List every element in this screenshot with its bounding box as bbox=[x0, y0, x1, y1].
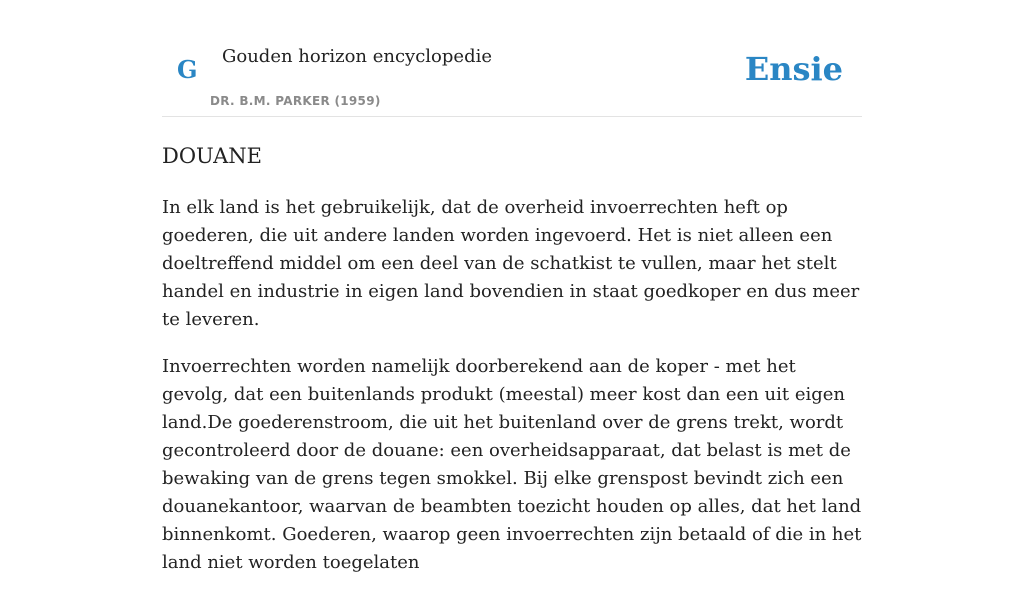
entry-title: DOUANE bbox=[162, 144, 262, 168]
entry-paragraph: Invoerrechten worden namelijk doorberekend aan de koper - met het gevolg, dat een buitenlands produkt (meestal) meer kost dan een uit eigen land.De goederenstroom, die uit het buitenland over de grens trekt, wordt gecontroleerd door de douane: een overheidsapparaat, dat belast is met de bewaking van de grens tegen smokkel. Bij elke grenspost bevindt zich een douanekantoor, waarvan de beambten toezicht houden op alles, dat het land binnenkomt. Goederen, waarop geen invoerrechten zijn betaald of die in het land niet worden toegelaten bbox=[162, 356, 862, 573]
book-title[interactable]: Gouden horizon encyclopedie bbox=[222, 46, 492, 67]
entry-paragraph: In elk land is het gebruikelijk, dat de overheid invoerrechten heft op goederen, die uit andere landen worden ingevoerd. Het is niet alleen een doeltreffend middel om een deel van de schatkist te vullen, maar het stelt handel en industrie in eigen land bovendien in staat goedkoper en dus meer te leveren. bbox=[162, 197, 860, 330]
book-logo[interactable]: G bbox=[177, 55, 198, 84]
entry-body bbox=[162, 194, 862, 577]
book-author: DR. B.M. PARKER (1959) bbox=[210, 94, 381, 108]
page bbox=[162, 0, 862, 596]
brand-logo[interactable]: Ensie bbox=[744, 50, 843, 88]
header bbox=[162, 0, 862, 117]
